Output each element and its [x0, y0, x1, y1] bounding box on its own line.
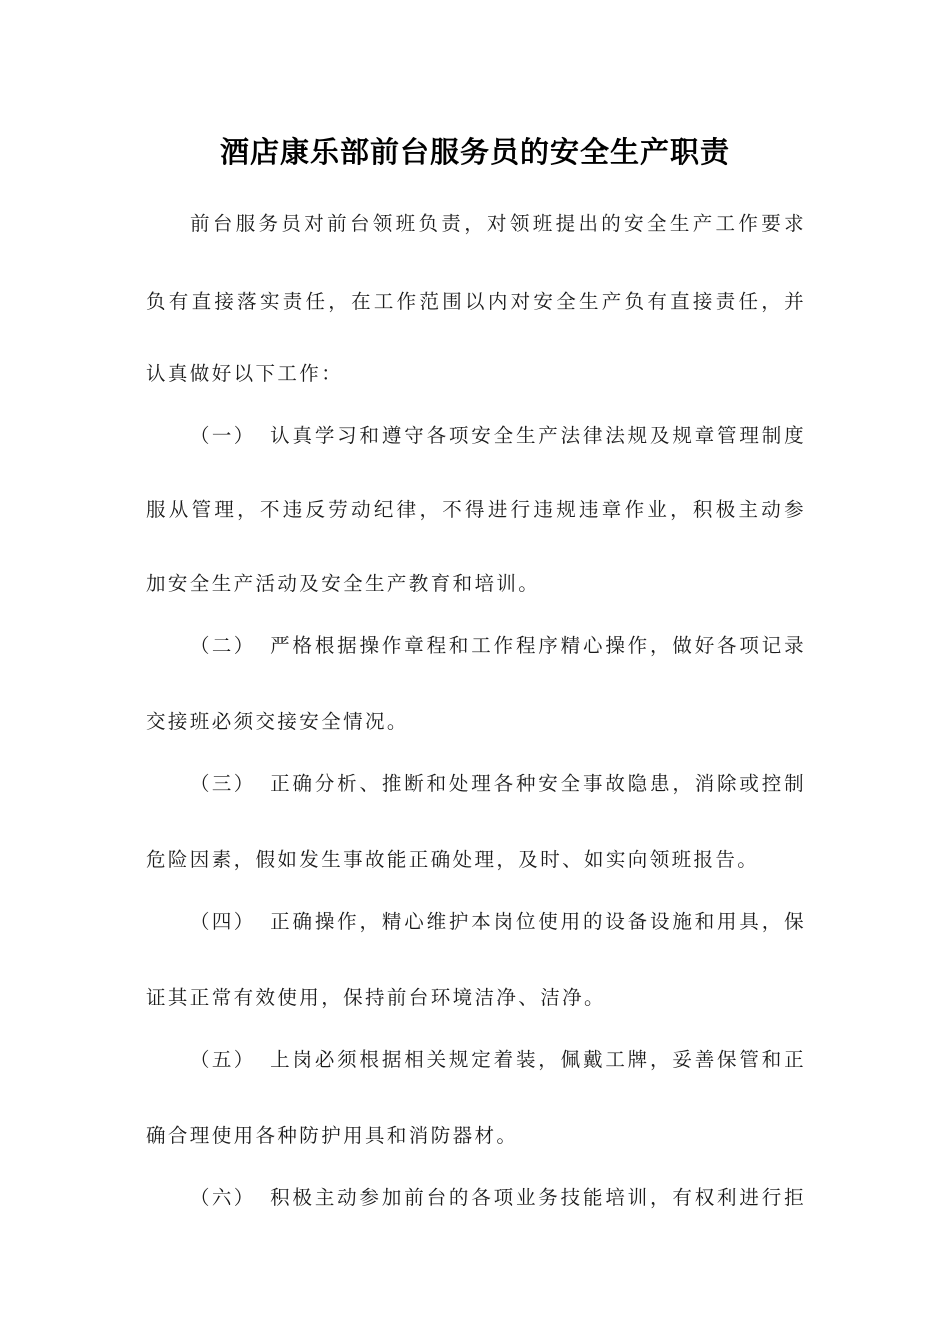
- item-text: 认真学习和遵守各项安全生产法律法规及规章管理制度: [269, 424, 806, 447]
- item-text: 严格根据操作章程和工作程序精心操作，做好各项记录: [269, 634, 806, 657]
- item-6-first-line: [190, 1182, 806, 1210]
- item-text: 积极主动参加前台的各项业务技能培训，有权利进行拒: [269, 1186, 806, 1209]
- item-text: 正确分析、推断和处理各种安全事故隐患，消除或控制: [269, 772, 806, 795]
- intro-line-2: 负有直接落实责任，在工作范围以内对安全生产负有直接责任，并: [146, 290, 806, 313]
- item-4-first-line: [190, 906, 806, 934]
- item-number: （六）: [190, 1186, 256, 1209]
- item-text: 正确操作，精心维护本岗位使用的设备设施和用具，保: [269, 910, 806, 933]
- item-1-line-2: 服从管理，不违反劳动纪律，不得进行违规违章作业，积极主动参: [146, 498, 806, 521]
- item-3-first-line: [190, 768, 806, 796]
- item-2-first-line: [190, 630, 806, 658]
- item-1-first-line: [190, 420, 806, 448]
- item-5-first-line: [190, 1044, 806, 1072]
- item-number: （四）: [190, 910, 256, 933]
- intro-line-3: 认真做好以下工作：: [146, 362, 344, 385]
- item-4-line-2: 证其正常有效使用，保持前台环境洁净、洁净。: [146, 986, 606, 1009]
- item-text: 上岗必须根据相关规定着装，佩戴工牌，妥善保管和正: [269, 1048, 806, 1071]
- item-1-line-3: 加安全生产活动及安全生产教育和培训。: [146, 572, 541, 595]
- item-5-line-2: 确合理使用各种防护用具和消防器材。: [146, 1124, 519, 1147]
- item-2-line-2: 交接班必须交接安全情况。: [146, 710, 409, 733]
- item-number: （一）: [190, 424, 256, 447]
- item-number: （二）: [190, 634, 256, 657]
- intro-line-1: 前台服务员对前台领班负责，对领班提出的安全生产工作要求: [190, 212, 806, 235]
- document-title: 酒店康乐部前台服务员的安全生产职责: [219, 135, 730, 169]
- item-number: （五）: [190, 1048, 256, 1071]
- item-number: （三）: [190, 772, 256, 795]
- item-3-line-2: 危险因素，假如发生事故能正确处理，及时、如实向领班报告。: [146, 848, 760, 871]
